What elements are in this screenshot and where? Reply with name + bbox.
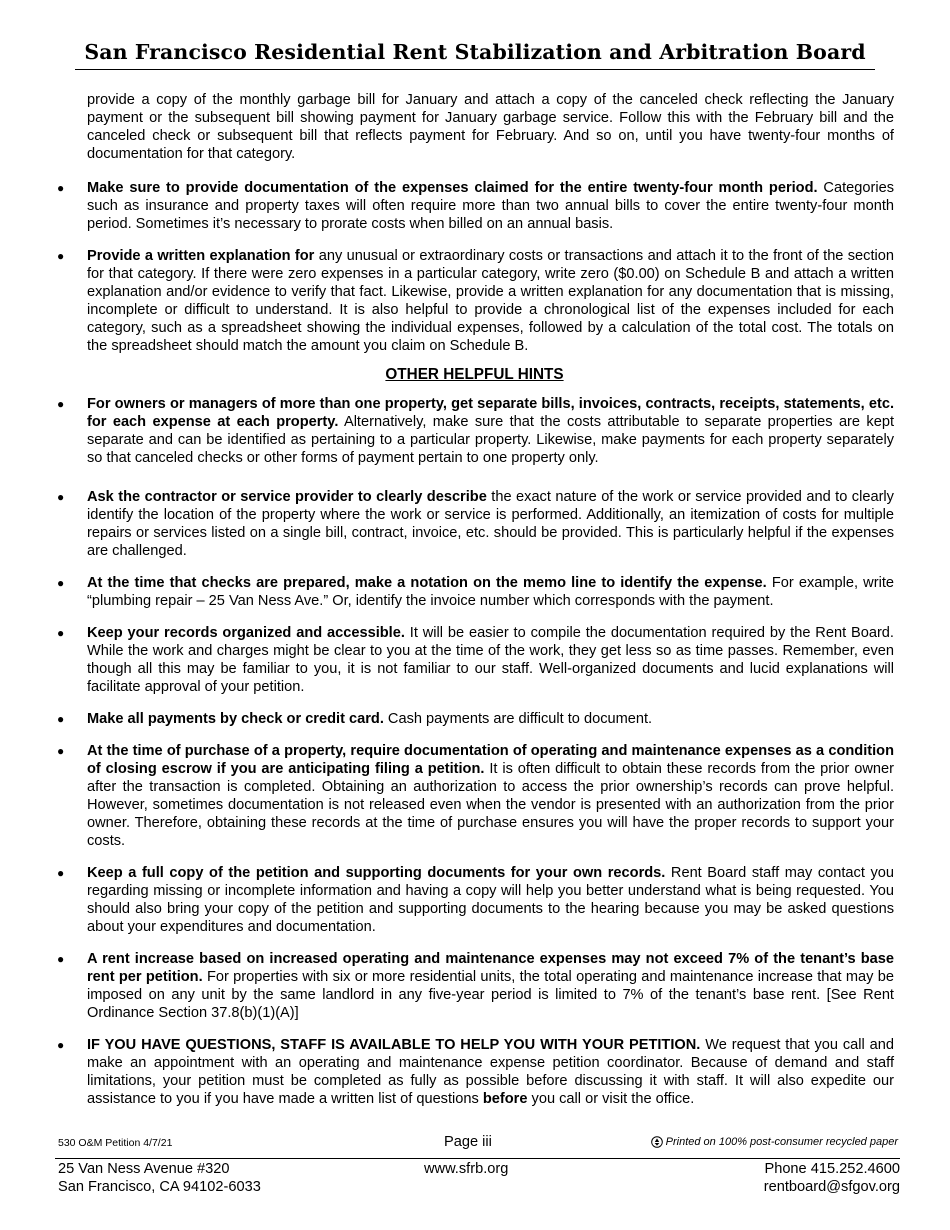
footer-meta — [55, 1134, 898, 1154]
list-item-bold: At the time of purchase of a property, require documentation of operating and maintenance expenses as a condition of closing escrow if you are anticipating filing a petition. — [87, 743, 894, 777]
list-item-bold: Make sure to provide documentation of the expenses claimed for the entire twenty-four month period. — [87, 180, 818, 196]
footer-contact-row — [55, 1161, 900, 1179]
list-item — [55, 574, 894, 610]
address-line-2: San Francisco, CA 94102-6033 — [58, 1179, 261, 1195]
list-item-text: For properties with six or more residential units, the total operating and maintenance increase that may be imposed on any unit by the same landlord in any five-year period is limited to 7% of the tenant’s base rent. [See Rent Ordinance Section 37.8(b)(1)(A)] — [87, 969, 894, 1021]
list-item-bold: A rent increase based on increased operating and maintenance expenses may not exceed 7% of the tenant’s base rent per petition. — [87, 951, 894, 985]
list-item — [55, 742, 894, 850]
list-item-text: Categories such as insurance and property taxes will often require more than two annual bills to cover the entire twenty-four month period. Sometimes it’s necessary to prorate costs when billed on an annual basis. — [87, 180, 895, 232]
list-item — [55, 624, 894, 696]
list-item-bold: IF YOU HAVE QUESTIONS, STAFF IS AVAILABLE TO HELP YOU WITH YOUR PETITION. — [87, 1037, 701, 1053]
bullet-icon: ● — [57, 576, 65, 590]
list-item-bold: Provide a written explanation for — [87, 248, 315, 264]
bullet-icon: ● — [57, 626, 65, 640]
address-line-1: 25 Van Ness Avenue #320 — [58, 1161, 230, 1177]
list-item — [55, 864, 894, 936]
page-number: Page iii — [444, 1134, 492, 1150]
header-divider — [75, 69, 875, 70]
intro-paragraph: provide a copy of the monthly garbage bill for January and attach a copy of the canceled check reflecting the January payment or the subsequent bill showing payment for January garbage service. Follow this with the February bill and the canceled check or subsequent bill that reflects payment for February. And so on, until you have twenty-four months of documentation for that category. — [87, 92, 894, 162]
list-item-text: For example, write “plumbing repair – 25 Van Ness Ave.” Or, identify the invoice number which corresponds with the payment. — [87, 575, 894, 609]
form-id: 530 O&M Petition 4/7/21 — [58, 1137, 173, 1149]
list-item-text: any unusual or extraordinary costs or transactions and attach it to the front of the section for that category. If there were zero expenses in a particular category, write zero ($0.00) on Schedule B and attach a written explanation and/or evidence to verify that fact. Likewise, provide a written explanation for any documentation that is missing, incomplete or difficult to understand. It is also helpful to provide a chronological list of the expenses included for each category, such as a spreadsheet showing the individual expenses, followed by a calculation of the total cost. The totals on the spreadsheet should match the amount you claim on Schedule B. — [87, 248, 894, 354]
list-item-bold: Keep a full copy of the petition and supporting documents for your own records. — [87, 865, 666, 881]
list-item-text: Cash payments are difficult to document. — [383, 711, 653, 727]
list-item-bold: Make all payments by check or credit card. — [87, 711, 384, 727]
list-item-bold: Keep your records organized and accessible. — [87, 625, 405, 641]
bullet-icon: ● — [57, 1038, 65, 1052]
list-item-text: We request that you call and make an appointment with an operating and maintenance expense petition coordinator. Because of demand and staff limitations, your petition must be completed as fully as possible before discussing it with staff. It will also expedite our assistance to you if you have made a written list of questions — [87, 1037, 894, 1107]
list-item — [55, 488, 894, 560]
list-item-text: the exact nature of the work or service provided and to clearly identify the location of the property where the work or service is performed. Additionally, an itemization of costs for multiple repairs or services listed on a single bill, contract, invoice, etc. should be provided. This is particularly helpful if the expenses are challenged. — [87, 489, 894, 559]
recycled-note-text: Printed on 100% post-consumer recycled paper — [665, 1136, 898, 1148]
bullet-icon: ● — [57, 866, 65, 880]
list-item — [55, 395, 894, 467]
footer-divider — [55, 1158, 900, 1159]
list-item-text: It is often difficult to obtain these records from the prior owner after the transaction is completed. Obtaining an authorization to access the prior ownership’s records can prove helpful. However, sometimes documentation is not released even when the vendor is presented with an authorization from the prior owner. Therefore, obtaining these records at the time of purchase ensures you will have the proper records to support your costs. — [87, 761, 894, 849]
list-item-bold: Ask the contractor or service provider to clearly describe — [87, 489, 487, 505]
recycle-icon — [651, 1136, 663, 1148]
bullet-icon: ● — [57, 744, 65, 758]
website-link[interactable]: www.sfrb.org — [424, 1161, 509, 1177]
list-item — [55, 247, 894, 355]
bullet-icon: ● — [57, 249, 65, 263]
list-item-text: you call or visit the office. — [527, 1091, 695, 1107]
page-header-title: San Francisco Residential Rent Stabilization and Arbitration Board — [84, 40, 866, 64]
list-item-bold: At the time that checks are prepared, make a notation on the memo line to identify the expense. — [87, 575, 767, 591]
emphasis-text: before — [482, 1091, 528, 1107]
list-item — [55, 1036, 894, 1108]
bullet-icon: ● — [57, 397, 65, 411]
list-item — [55, 950, 894, 1022]
bullet-icon: ● — [57, 952, 65, 966]
recycled-note — [651, 1136, 898, 1148]
list-item — [55, 710, 894, 728]
list-item-text: It will be easier to compile the documentation required by the Rent Board. While the work and charges might be clear to you at the time of the work, they get less so as time passes. Remember, even though all this may be familiar to you, it is not familiar to our staff. Well-organized documents and lucid explanations will facilitate approval of your petition. — [87, 625, 894, 695]
bullet-icon: ● — [57, 712, 65, 726]
document-body — [55, 91, 894, 1108]
list-item-bold: For owners or managers of more than one property, get separate bills, invoices, contracts, receipts, statements, etc. for each expense at each property. — [87, 396, 894, 430]
section-heading: OTHER HELPFUL HINTS — [385, 366, 564, 383]
bullet-icon: ● — [57, 181, 65, 195]
footer-contact-row — [55, 1179, 900, 1197]
list-item — [55, 179, 894, 233]
bullet-icon: ● — [57, 490, 65, 504]
phone-number: Phone 415.252.4600 — [764, 1161, 900, 1177]
email-link[interactable]: rentboard@sfgov.org — [763, 1179, 900, 1195]
list-item-text: Alternatively, make sure that the costs attributable to separate properties are kept separate and can be identified as pertaining to a particular property. Likewise, make payments for each property separately so that canceled checks or other forms of payment pertain to one property only. — [87, 414, 894, 466]
list-item-text: Rent Board staff may contact you regarding missing or incomplete information and having a copy will help you better understand what is being requested. You should also bring your copy of the petition and supporting documents to the hearing because you may be asked questions about your expenditures and documentation. — [87, 865, 894, 935]
